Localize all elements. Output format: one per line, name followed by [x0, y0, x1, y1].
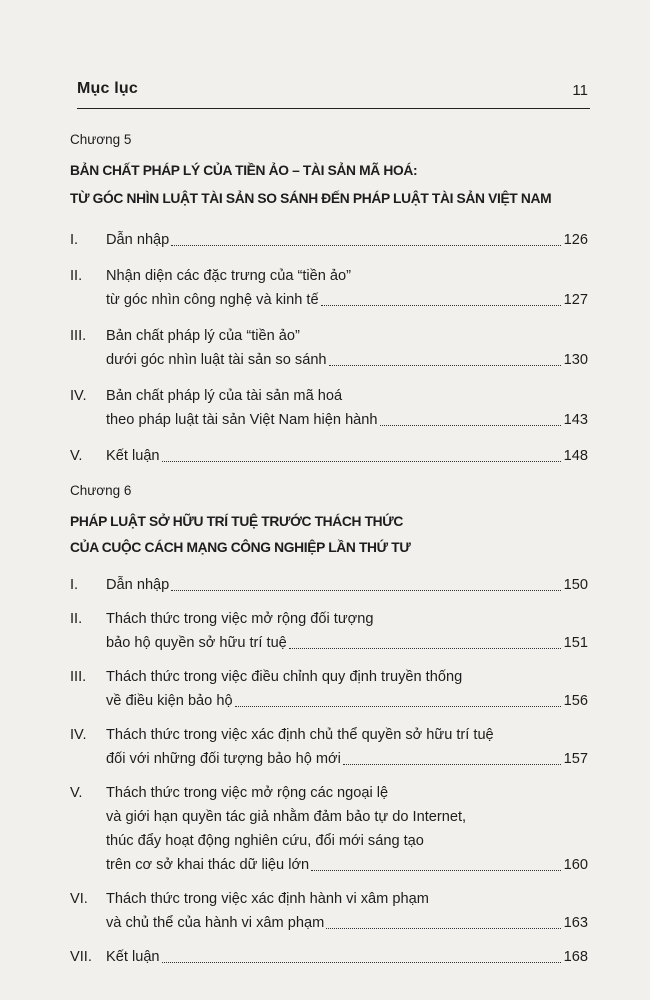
- entry-title-text: trên cơ sở khai thác dữ liệu lớn: [106, 857, 310, 873]
- chapter-title-line: CỦA CUỘC CÁCH MẠNG CÔNG NGHIỆP LẦN THỨ TƯ: [70, 540, 411, 555]
- toc-entry[interactable]: [70, 890, 588, 938]
- chapter-block: [70, 132, 588, 532]
- entry-title-line: [106, 856, 588, 880]
- entry-body: [106, 327, 588, 375]
- entry-page-number: 151: [563, 635, 588, 651]
- entry-title-text: Bản chất pháp lý của tài sản mã hoá: [106, 388, 343, 404]
- entry-page-number: 156: [563, 693, 588, 709]
- entry-title-line: [106, 231, 588, 255]
- entry-number: V.: [70, 785, 83, 801]
- entry-body: [106, 726, 588, 774]
- entry-title-text: Dẫn nhập: [106, 577, 170, 593]
- entry-body: [106, 610, 588, 658]
- dot-leader: [380, 425, 561, 426]
- entry-title-line: [106, 411, 588, 435]
- entry-title-text: đối với những đối tượng bảo hộ mới: [106, 751, 341, 767]
- dot-leader: [235, 706, 561, 707]
- entry-page-number: 160: [563, 857, 588, 873]
- entry-title-text: Bản chất pháp lý của “tiền ảo”: [106, 328, 300, 344]
- toc-entry[interactable]: [70, 784, 588, 880]
- entry-page-number: 148: [563, 448, 588, 464]
- entry-title-line: [106, 291, 588, 315]
- toc-entry[interactable]: [70, 668, 588, 716]
- entry-title-line: [106, 387, 588, 411]
- chapter-label: Chương 6: [70, 483, 132, 498]
- entry-body: [106, 948, 588, 972]
- entry-body: [106, 784, 588, 880]
- entry-body: [106, 267, 588, 315]
- entry-page-number: 126: [563, 232, 588, 248]
- entry-title-text: Thách thức trong việc điều chỉnh quy định truyền thống: [106, 669, 463, 685]
- entry-page-number: 150: [563, 577, 588, 593]
- entry-number: IV.: [70, 727, 87, 743]
- entry-title-text: theo pháp luật tài sản Việt Nam hiện hành: [106, 412, 378, 428]
- dot-leader: [162, 962, 561, 963]
- entry-body: [106, 387, 588, 435]
- entry-number: I.: [70, 577, 79, 593]
- dot-leader: [171, 590, 560, 591]
- entry-page-number: 130: [563, 352, 588, 368]
- entry-body: [106, 447, 588, 471]
- entry-title-text: Thách thức trong việc mở rộng đối tượng: [106, 611, 374, 627]
- entry-title-line: [106, 447, 588, 471]
- entry-title-line: [106, 610, 588, 634]
- entry-number: V.: [70, 448, 83, 464]
- entry-number: II.: [70, 268, 83, 284]
- entry-title-text: Thách thức trong việc xác định chủ thể quyền sở hữu trí tuệ: [106, 727, 494, 743]
- entry-page-number: 163: [563, 915, 588, 931]
- toc-entry[interactable]: [70, 726, 588, 774]
- entry-title-text: từ góc nhìn công nghệ và kinh tế: [106, 292, 319, 308]
- dot-leader: [326, 928, 560, 929]
- entry-title-text: và chủ thể của hành vi xâm phạm: [106, 915, 325, 931]
- entry-title-line: [106, 948, 588, 972]
- dot-leader: [343, 764, 561, 765]
- entry-title-text: thúc đẩy hoạt động nghiên cứu, đổi mới sáng tạo: [106, 833, 424, 849]
- entry-title-text: Dẫn nhập: [106, 232, 170, 248]
- entry-number: III.: [70, 328, 87, 344]
- toc-entry[interactable]: [70, 447, 588, 471]
- entry-title-line: [106, 692, 588, 716]
- entry-body: [106, 576, 588, 600]
- entry-title-text: Thách thức trong việc xác định hành vi xâm phạm: [106, 891, 429, 907]
- chapter-label: Chương 5: [70, 132, 132, 147]
- toc-entry[interactable]: [70, 267, 588, 315]
- toc-entry[interactable]: [70, 948, 588, 972]
- entry-title-line: [106, 808, 588, 832]
- entry-body: [106, 890, 588, 938]
- running-header: [77, 80, 588, 110]
- entry-title-line: [106, 890, 588, 914]
- entry-number: VII.: [70, 949, 92, 965]
- entry-title-line: [106, 668, 588, 692]
- entry-title-line: [106, 750, 588, 774]
- entry-number: IV.: [70, 388, 87, 404]
- entry-body: [106, 668, 588, 716]
- entry-number: I.: [70, 232, 79, 248]
- entry-title-line: [106, 784, 588, 808]
- entry-title-text: Kết luận: [106, 448, 160, 464]
- entry-title-line: [106, 726, 588, 750]
- toc-entry[interactable]: [70, 327, 588, 375]
- header-rule: [77, 108, 590, 109]
- toc-entry[interactable]: [70, 576, 588, 600]
- entry-title-line: [106, 576, 588, 600]
- dot-leader: [162, 461, 561, 462]
- entry-title-text: Nhận diện các đặc trưng của “tiền ảo”: [106, 268, 352, 284]
- entry-title-line: [106, 914, 588, 938]
- dot-leader: [311, 870, 560, 871]
- entry-title-line: [106, 267, 588, 291]
- entry-title-text: và giới hạn quyền tác giả nhằm đảm bảo tự do Internet,: [106, 809, 467, 825]
- entry-number: II.: [70, 611, 83, 627]
- entry-title-line: [106, 327, 588, 351]
- entry-title-text: bảo hộ quyền sở hữu trí tuệ: [106, 635, 287, 651]
- toc-entry[interactable]: [70, 610, 588, 658]
- entry-body: [106, 231, 588, 255]
- entry-number: VI.: [70, 891, 88, 907]
- entry-page-number: 143: [563, 412, 588, 428]
- toc-entry[interactable]: [70, 231, 588, 255]
- entry-title-line: [106, 832, 588, 856]
- chapter-title-line: TỪ GÓC NHÌN LUẬT TÀI SẢN SO SÁNH ĐẾN PHÁP LUẬT TÀI SẢN VIỆT NAM: [70, 191, 552, 206]
- header-page-number: 11: [572, 82, 588, 99]
- dot-leader: [171, 245, 560, 246]
- entry-page-number: 127: [563, 292, 588, 308]
- chapter-title-line: PHÁP LUẬT SỞ HỮU TRÍ TUỆ TRƯỚC THÁCH THỨC: [70, 514, 403, 529]
- dot-leader: [329, 365, 561, 366]
- entry-page-number: 168: [563, 949, 588, 965]
- toc-entry[interactable]: [70, 387, 588, 435]
- entry-title-text: Thách thức trong việc mở rộng các ngoại lệ: [106, 785, 389, 801]
- chapter-title-line: BẢN CHẤT PHÁP LÝ CỦA TIỀN ẢO – TÀI SẢN MÃ HOÁ:: [70, 163, 418, 178]
- header-title: Mục lục: [77, 80, 138, 97]
- chapter-block: [70, 483, 588, 965]
- entry-title-line: [106, 351, 588, 375]
- entry-title-text: Kết luận: [106, 949, 160, 965]
- entry-title-text: dưới góc nhìn luật tài sản so sánh: [106, 352, 327, 368]
- entry-number: III.: [70, 669, 87, 685]
- entry-page-number: 157: [563, 751, 588, 767]
- entry-title-line: [106, 634, 588, 658]
- dot-leader: [289, 648, 561, 649]
- entry-title-text: về điều kiện bảo hộ: [106, 693, 233, 709]
- dot-leader: [321, 305, 561, 306]
